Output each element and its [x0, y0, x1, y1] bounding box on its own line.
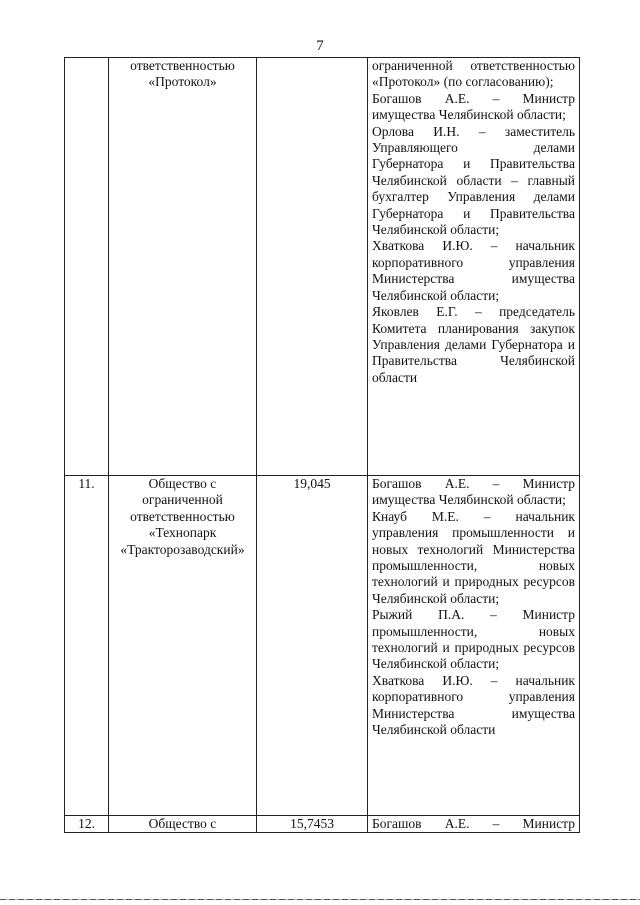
organization-name: Общество с: [109, 816, 257, 833]
organization-name: ответственностью «Протокол»: [109, 58, 257, 476]
members-cell: [368, 476, 580, 816]
member-entry: Богашов А.Е. – Министр: [372, 816, 575, 831]
table-row: [65, 816, 580, 833]
members-cell: [368, 816, 580, 833]
page-number: 7: [316, 38, 324, 54]
member-entry: Рыжий П.А. – Министр промышленности, новых технологий и природных ресурсов Челябинской области;: [372, 607, 575, 672]
members-table: [64, 57, 580, 833]
member-entry: Богашов А.Е. – Министр имущества Челябинской области;: [372, 476, 575, 508]
share-amount: 19,045: [257, 476, 368, 816]
page-bottom-edge: [0, 899, 640, 900]
member-entry: Яковлев Е.Г. – председатель Комитета планирования закупок Управления делами Губернатора и Правительства Челябинской области: [372, 304, 575, 385]
member-entry: Кнауб М.Е. – начальник управления промышленности и новых технологий Министерства промышленности, новых технологий и природных ресурсов Челябинской области;: [372, 508, 575, 606]
share-amount: 15,7453: [257, 816, 368, 833]
row-number: 11.: [65, 476, 109, 816]
organization-name: Общество с ограниченной ответственностью «Технопарк «Тракторозаводский»: [109, 476, 257, 816]
member-entry: Богашов А.Е. – Министр имущества Челябинской области;: [372, 90, 575, 123]
row-number: [65, 58, 109, 476]
table-row: [65, 58, 580, 476]
member-entry: Хваткова И.Ю. – начальник корпоративного управления Министерства имущества Челябинской области: [372, 672, 575, 738]
member-entry: Хваткова И.Ю. – начальник корпоративного управления Министерства имущества Челябинской области;: [372, 238, 575, 303]
share-amount: [257, 58, 368, 476]
member-entry: Орлова И.Н. – заместитель Управляющего делами Губернатора и Правительства Челябинской области – главный бухгалтер Управления делами Губернатора и Правительства Челябинской области;: [372, 123, 575, 238]
row-number: 12.: [65, 816, 109, 833]
table-row: [65, 476, 580, 816]
members-cell: [368, 58, 580, 476]
member-entry: ограниченной ответственностью «Протокол» (по согласованию);: [372, 58, 575, 90]
